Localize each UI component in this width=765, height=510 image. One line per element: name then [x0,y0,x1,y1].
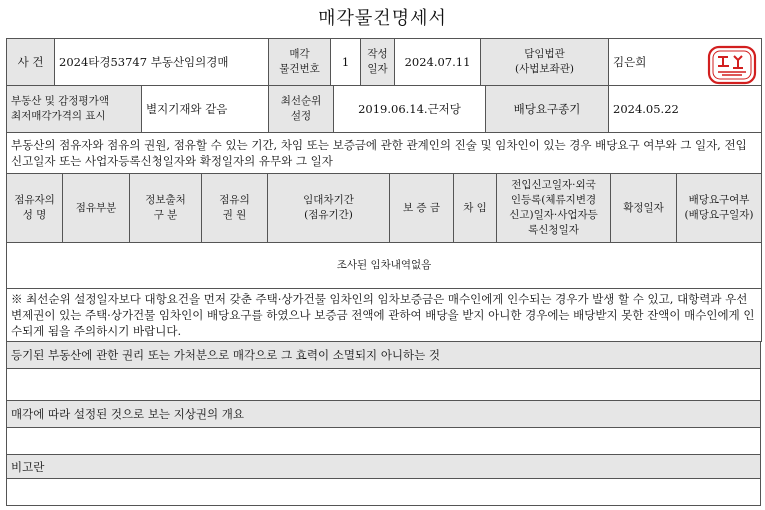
header-table [6,38,762,86]
deadline-label: 배당요구종기 [486,86,609,133]
deadline-value: 2024.05.22 [609,86,762,133]
occupancy-header-row [7,174,762,243]
col-dividend-request: 배당요구여부 (배당요구일자) [677,174,762,243]
rights-value [7,369,761,401]
col-deposit: 보 증 금 [390,174,454,243]
case-number: 2024타경53747 부동산임의경매 [55,39,269,86]
official-seal-icon [706,45,758,85]
written-date-label: 작성 일자 [361,39,395,86]
item-number-label: 매각 물건번호 [269,39,331,86]
occupancy-table [6,132,762,342]
rights-label: 등기된 부동산에 관한 권리 또는 가처분으로 매각으로 그 효력이 소멸되지 아니하는 것 [7,342,761,369]
item-number: 1 [331,39,361,86]
property-label: 부동산 및 감정평가액 최저매각가격의 표시 [7,86,142,133]
superficies-label: 매각에 따라 설정된 것으로 보는 지상권의 개요 [7,401,761,428]
col-occupied-part: 점유부분 [63,174,130,243]
remarks-value [7,479,761,506]
written-date: 2024.07.11 [395,39,481,86]
sections-table [6,341,761,506]
col-lease-period: 임대차기간 (점유기간) [268,174,390,243]
remarks-label: 비고란 [7,455,761,479]
case-label: 사 건 [7,39,55,86]
col-info-source: 정보출처 구 분 [130,174,202,243]
col-fixed-date: 확정일자 [611,174,677,243]
col-occupancy-title: 점유의 권 원 [202,174,268,243]
col-registration-date: 전입신고일자·외국 인등록(체류지변경 신고)일자·사업자등 록신청일자 [497,174,611,243]
judge-name: 김은희 [609,39,762,86]
no-records: 조사된 임차내역없음 [7,243,762,289]
judge-label: 담임법관 (사법보좌관) [481,39,609,86]
senior-value: 2019.06.14.근저당 [334,86,486,133]
senior-label: 최선순위 설정 [269,86,334,133]
col-rent: 차 임 [454,174,497,243]
occupancy-note: 부동산의 점유자와 점유의 권원, 점유할 수 있는 기간, 차임 또는 보증금에 관한 관계인의 진술 및 임차인이 있는 경우 배당요구 여부와 그 일자, 전입신고일자 또는 사업자등록신청일자와 확정일자의 유무와 그 일자 [7,133,762,174]
warning-note: ※ 최선순위 설정일자보다 대항요건을 먼저 갖춘 주택·상가건물 임차인의 임차보증금은 매수인에게 인수되는 경우가 발생 할 수 있고, 대항력과 우선변제권이 있는 주택·상가건물 임차인이 배당요구를 하였으나 보증금 전액에 관하여 배당을 받지 아니한 경우에는 배당받지 못한 잔액이 매수인에게 인수되게 됨을 주의하시기 바랍니다. [7,289,762,342]
col-occupant-name: 점유자의 성 명 [7,174,63,243]
document-title: 매각물건명세서 [318,8,447,29]
property-table [6,85,762,133]
property-value: 별지기재와 같음 [142,86,269,133]
superficies-value [7,428,761,455]
